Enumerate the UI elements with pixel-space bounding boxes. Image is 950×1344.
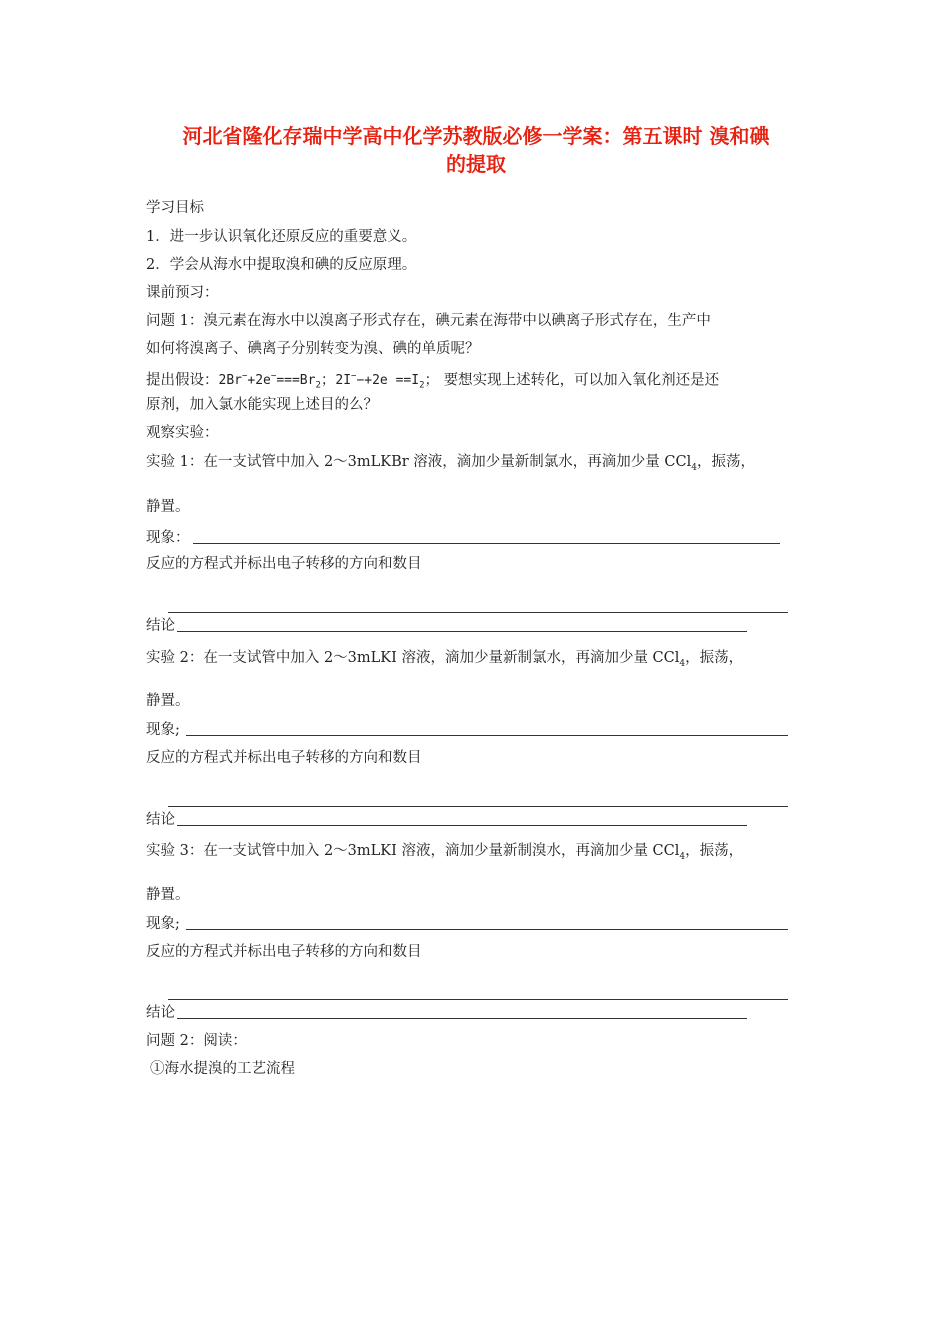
hypothesis-suffix: ； 要想实现上述转化，可以加入氧化剂还是还 [424,372,720,389]
experiment-1-still: 静置。 [146,499,190,515]
experiment-3-conclusion-label: 结论 [146,1005,175,1021]
question-1-line-2: 如何将溴离子、碘离子分别转变为溴、碘的单质呢？ [146,341,480,357]
question-1-line-1: 问题 1：溴元素在海水中以溴离子形式存在，碘元素在海带中以碘离子形式存在，生产中 [146,313,711,329]
experiment-1-conclusion-label: 结论 [146,618,175,634]
experiment-2-conclusion-label: 结论 [146,812,175,828]
hypothesis-prefix: 提出假设： [146,372,219,389]
experiment-3-phenomenon-label: 现象; [146,916,180,932]
experiment-1-conclusion-blank[interactable] [177,631,747,632]
experiment-1-phenomenon-label: 现象： [146,530,190,546]
objectives-heading: 学习目标 [146,200,204,216]
experiment-3-still: 静置。 [146,887,190,903]
experiment-1-text: 实验 1：在一支试管中加入 2～3mLKBr 溶液，滴加少量新制氯水，再滴加少量 CCl$_4$，振荡， [146,454,755,473]
hypothesis-line-2: 原剂，加入氯水能实现上述目的么？ [146,397,378,413]
question-2-item-1: ①海水提溴的工艺流程 [150,1061,295,1077]
experiment-1-equation-blank[interactable] [168,612,788,613]
title-line-2: 的提取 [446,152,506,176]
equation-iodide: $2I^--+2e ==I_2$ [335,372,425,391]
objective-item-2: 2．学会从海水中提取溴和碘的反应原理。 [146,257,417,273]
experiment-3-text: 实验 3：在一支试管中加入 2～3mLKI 溶液，滴加少量新制溴水，再滴加少量 CCl$_4$，振荡， [146,843,744,862]
equation-bromide: $2Br^-+2e^-===Br_2$ [218,372,321,391]
objective-item-1: 1．进一步认识氧化还原反应的重要意义。 [146,229,417,245]
experiment-2-phenomenon-label: 现象; [146,722,180,738]
experiment-2-conclusion-blank[interactable] [177,825,747,826]
experiment-2-equation-blank[interactable] [168,806,788,807]
hypothesis-separator: ； [320,372,336,389]
experiment-3-equation-blank[interactable] [168,999,788,1000]
experiment-3-conclusion-blank[interactable] [177,1018,747,1019]
experiment-3-equation-prompt: 反应的方程式并标出电子转移的方向和数目 [146,944,422,960]
experiment-1-equation-prompt: 反应的方程式并标出电子转移的方向和数目 [146,556,422,572]
experiment-2-equation-prompt: 反应的方程式并标出电子转移的方向和数目 [146,750,422,766]
experiment-2-still: 静置。 [146,693,190,709]
experiment-2-phenomenon-blank[interactable] [186,735,788,736]
preview-heading: 课前预习： [146,285,219,301]
observe-heading: 观察实验： [146,425,219,441]
hypothesis-line [146,367,719,396]
experiment-2-text: 实验 2：在一支试管中加入 2～3mLKI 溶液，滴加少量新制氯水，再滴加少量 CCl$_4$，振荡， [146,650,744,669]
question-2-heading: 问题 2：阅读： [146,1033,247,1049]
document-title [120,122,832,178]
experiment-1-phenomenon-blank[interactable] [193,543,780,544]
experiment-3-phenomenon-blank[interactable] [186,929,788,930]
title-line-1: 河北省隆化存瑞中学高中化学苏教版必修一学案：第五课时 溴和碘 [182,124,770,148]
